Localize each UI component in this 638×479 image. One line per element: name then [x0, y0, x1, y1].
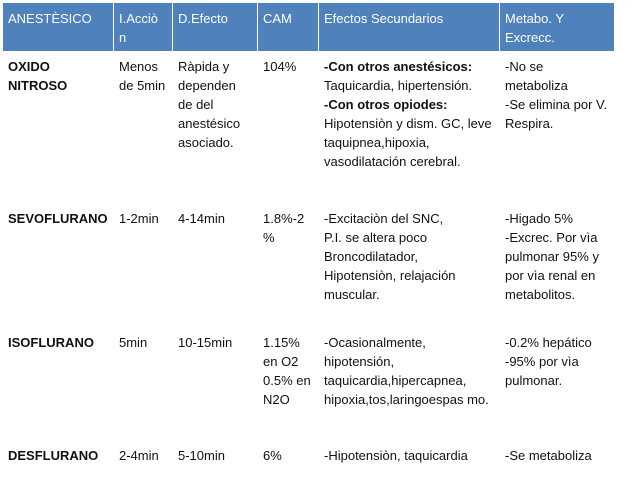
efecto-text: P.I. se altera poco [324, 230, 428, 245]
drug-name-cell: OXIDO NITROSO [3, 52, 114, 204]
drug-name-cell: SEVOFLURANO [3, 204, 114, 328]
header-anestesico: ANESTÈSICO [3, 3, 114, 52]
metabolismo-line: -Se elimina por V. Respira. [505, 97, 608, 131]
cam-cell: 1.8%-2% [258, 204, 319, 328]
efectos-cell [319, 328, 500, 441]
header-efectos-secundarios: Efectos Secundarios [319, 3, 500, 52]
efectos-cell [319, 204, 500, 328]
metabolismo-cell [500, 52, 615, 204]
efecto-text: Hipotensiòn, relajación muscular. [324, 268, 456, 302]
duracion-cell: 5-10min [173, 441, 258, 479]
efecto-heading: -Con otros opiodes: [324, 97, 448, 112]
table-row [3, 52, 615, 204]
efecto-text: Taquicardia, hipertensión. [324, 78, 473, 93]
cam-cell: 1.15% en O2 0.5% en N2O [258, 328, 319, 441]
efectos-cell [319, 441, 500, 479]
table-row [3, 441, 615, 479]
metabolismo-cell [500, 328, 615, 441]
inicio-cell: 2-4min [114, 441, 173, 479]
efecto-text: -Ocasionalmente, hipotensión, taquicardia,hipercapnea, hipoxia,tos,laringoespas mo. [324, 335, 489, 407]
efecto-text: Hipotensiòn y dism. GC, leve taquipnea,hipoxia, vasodilatación cerebral. [324, 116, 492, 169]
inicio-cell: Menos de 5min [114, 52, 173, 204]
metabolismo-line: -Higado 5% [505, 211, 573, 226]
metabolismo-line: -0.2% hepático [505, 335, 592, 350]
cam-cell: 6% [258, 441, 319, 479]
efecto-text: -Hipotensiòn, taquicardia [324, 448, 468, 463]
slide [2, 2, 634, 479]
header-cam: CAM [258, 3, 319, 52]
drug-name-cell: DESFLURANO [3, 441, 114, 479]
drug-name-cell: ISOFLURANO [3, 328, 114, 441]
table-row [3, 204, 615, 328]
metabolismo-line: -Se metaboliza [505, 448, 592, 463]
metabolismo-line: -95% por vìa pulmonar. [505, 354, 579, 388]
header-row [3, 3, 615, 52]
duracion-cell: 4-14min [173, 204, 258, 328]
duracion-cell: Ràpida y dependen de del anestésico asociado. [173, 52, 258, 204]
header-metabolismo-excrecion: Metabo. Y Excrecc. [500, 3, 615, 52]
efecto-text: Broncodilatador, [324, 249, 418, 264]
cam-cell: 104% [258, 52, 319, 204]
metabolismo-line: -Excrec. Por vìa pulmonar 95% y por vìa renal en metabolitos. [505, 230, 599, 302]
anesthetics-table [2, 2, 615, 479]
inicio-cell: 1-2min [114, 204, 173, 328]
inicio-cell: 5min [114, 328, 173, 441]
efecto-text: -Excitaciòn del SNC, [324, 211, 444, 226]
duracion-cell: 10-15min [173, 328, 258, 441]
metabolismo-line: -No se metaboliza [505, 59, 568, 93]
metabolismo-cell [500, 441, 615, 479]
efectos-cell [319, 52, 500, 204]
metabolismo-cell [500, 204, 615, 328]
header-inicio-accion: I.Acciò n [114, 3, 173, 52]
efecto-heading: -Con otros anestésicos: [324, 59, 473, 74]
table-row [3, 328, 615, 441]
header-duracion-efecto: D.Efecto [173, 3, 258, 52]
